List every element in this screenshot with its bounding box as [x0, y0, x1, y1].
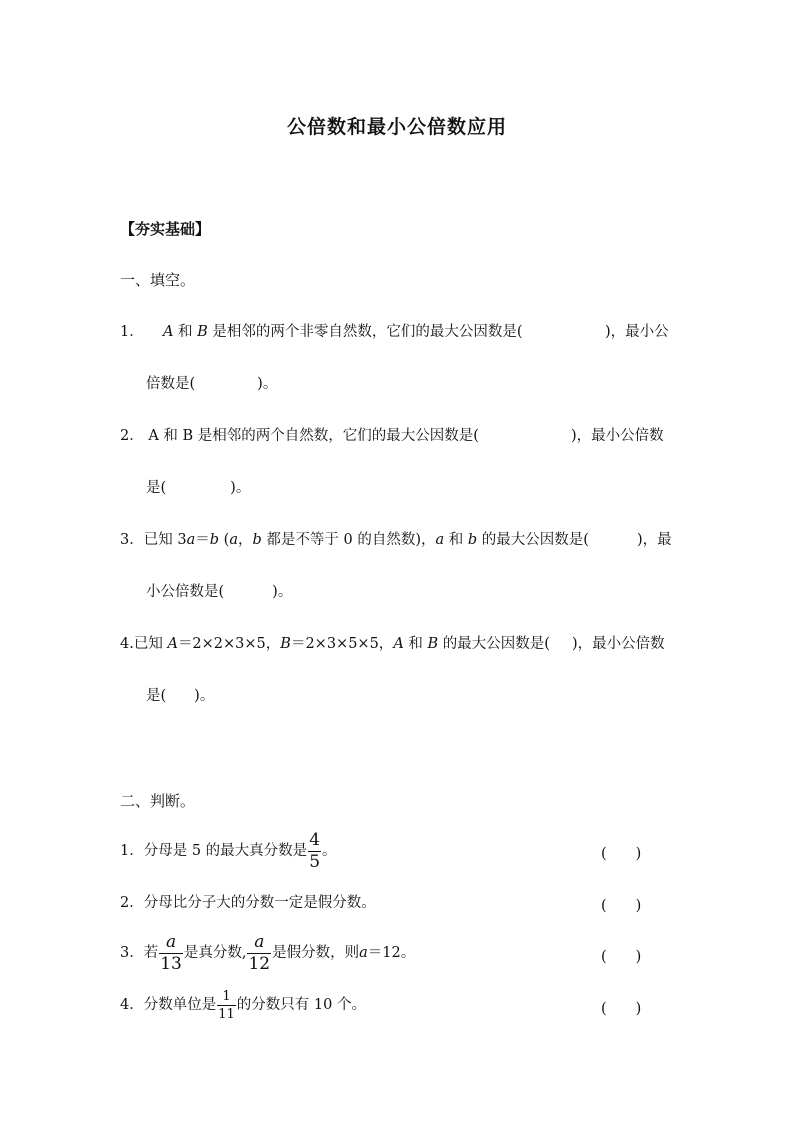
var-B: B	[427, 636, 439, 652]
text: 分数单位是	[143, 997, 217, 1013]
text: ，	[237, 532, 253, 548]
part1-heading: 一、填空。	[120, 271, 196, 289]
fill-question-1-tail: )，最小公	[605, 324, 669, 340]
fraction-a-13	[159, 931, 183, 974]
text: )。	[230, 480, 251, 496]
var-B: B	[280, 636, 291, 652]
text: ＝2×2×3×5，	[177, 636, 281, 652]
question-number: 3．	[120, 945, 144, 961]
question-number: 2．	[120, 895, 144, 911]
question-number: 2．	[120, 428, 144, 444]
text: 都是不等于 0 的自然数)，	[261, 532, 436, 548]
judge-question-4	[120, 980, 366, 1030]
fill-question-2-tail: )，最小公倍数	[571, 428, 664, 444]
text: )。	[194, 688, 215, 704]
fill-question-2	[120, 425, 479, 447]
fill-question-3	[120, 529, 589, 551]
fill-question-4	[120, 633, 550, 655]
fill-question-4-line2	[146, 685, 214, 707]
denominator: 5	[309, 851, 321, 872]
text: )。	[272, 584, 293, 600]
numerator: 1	[222, 988, 231, 1004]
denominator: 12	[248, 953, 271, 974]
numerator: a	[254, 931, 265, 952]
fraction-1-11	[217, 990, 236, 1021]
text: (	[219, 532, 230, 548]
fill-question-4-tail: )，最小公倍数	[572, 636, 665, 652]
denominator: 11	[218, 1006, 235, 1022]
var-a: a	[186, 532, 196, 548]
fill-question-3-line2	[146, 581, 292, 603]
text: 分母比分子大的分数一定是假分数。	[143, 895, 376, 911]
text: 倍数是(	[146, 376, 196, 392]
var-A: A	[393, 636, 404, 652]
text: 的分数只有 10 个。	[236, 997, 366, 1013]
part2-heading: 二、判断。	[120, 792, 196, 810]
var-A: A	[167, 636, 178, 652]
question-number: 1．	[120, 324, 144, 340]
var-b: b	[467, 532, 478, 548]
text: 和	[444, 532, 468, 548]
var-b: B	[197, 324, 208, 340]
text: 和	[178, 324, 193, 340]
fraction-4-5	[308, 829, 321, 872]
answer-paren[interactable]: ( )	[601, 846, 642, 862]
fill-question-3-tail: )，最	[637, 532, 672, 548]
text: 分母是 5 的最大真分数是	[143, 843, 308, 859]
text: 已知	[133, 636, 168, 652]
text: 是(	[146, 688, 167, 704]
text: ＝2×3×5×5，	[290, 636, 394, 652]
numerator: a	[165, 931, 177, 952]
numerator: 4	[309, 829, 321, 850]
text: 是真分数,	[183, 945, 247, 961]
judge-question-3	[120, 928, 415, 978]
text: 是相邻的两个非零自然数，它们的最大公因数是(	[212, 324, 523, 340]
answer-paren[interactable]: ( )	[601, 949, 642, 965]
text: 小公倍数是(	[146, 584, 225, 600]
text: ＝	[195, 532, 210, 548]
text: )。	[257, 376, 278, 392]
judge-question-1	[120, 826, 337, 876]
answer-paren[interactable]: ( )	[601, 898, 642, 914]
var-a: a	[435, 532, 445, 548]
var-a: A	[162, 324, 174, 340]
var-b: b	[252, 532, 262, 548]
text: ＝12。	[367, 945, 416, 961]
text: A 和 B 是相邻的两个自然数，它们的最大公因数是(	[148, 428, 479, 444]
text: 和	[403, 636, 428, 652]
text: 的最大公因数是(	[438, 636, 550, 652]
answer-paren[interactable]: ( )	[601, 1001, 642, 1017]
text: 是假分数，则	[272, 945, 360, 961]
judge-question-2	[120, 892, 376, 914]
text: 是(	[146, 480, 167, 496]
text: 已知 3	[143, 532, 187, 548]
fill-question-1	[120, 321, 523, 343]
text: 若	[143, 945, 159, 961]
fill-question-1-line2	[146, 373, 277, 395]
section-label: 【夯实基础】	[120, 220, 211, 238]
question-number: 3．	[120, 532, 144, 548]
var-a: a	[229, 532, 238, 548]
fill-question-2-line2	[146, 477, 250, 499]
fraction-a-12	[247, 931, 271, 974]
var-a: a	[359, 945, 368, 961]
question-number: 4.	[120, 636, 134, 652]
question-number: 4．	[120, 997, 144, 1013]
question-number: 1．	[120, 843, 144, 859]
denominator: 13	[160, 953, 182, 974]
text: 。	[322, 843, 337, 859]
text: 的最大公因数是(	[477, 532, 589, 548]
var-b: b	[209, 532, 220, 548]
page-title: 公倍数和最小公倍数应用	[286, 116, 507, 138]
